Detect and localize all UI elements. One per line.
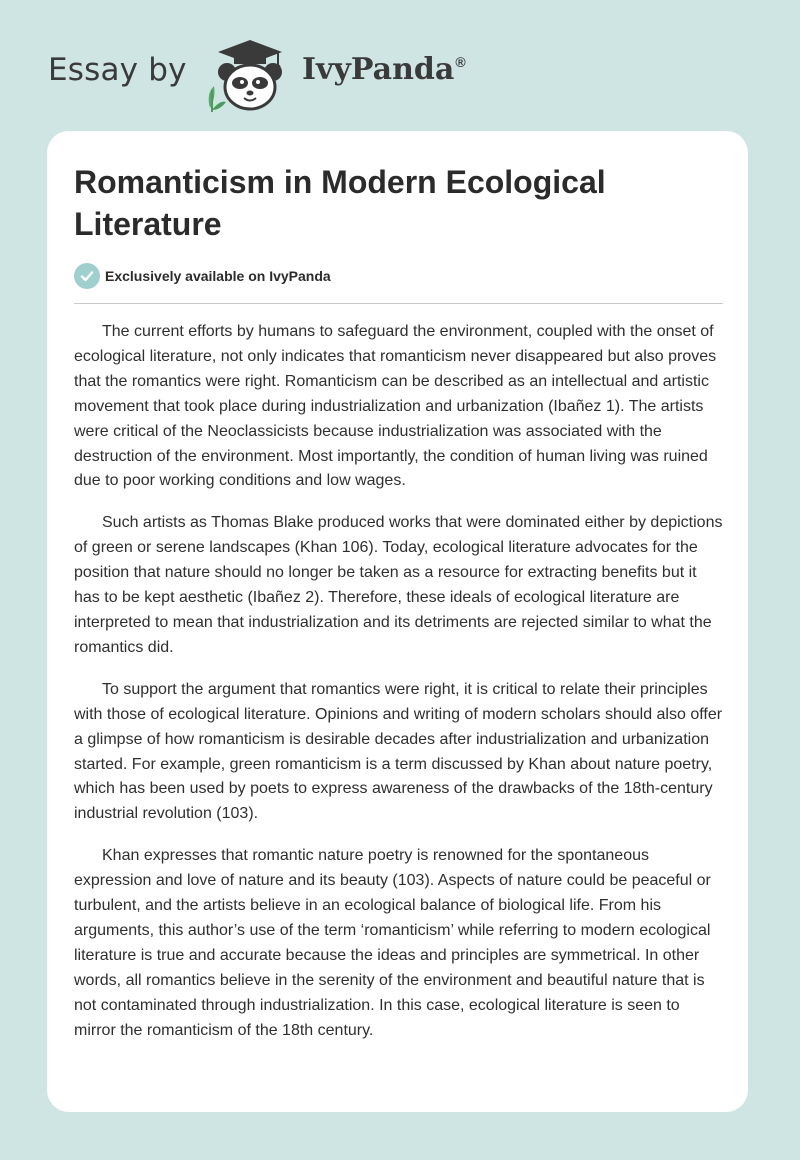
essay-title: Romanticism in Modern Ecological Literature [74, 164, 606, 242]
essay-by-label: Essay by [48, 52, 187, 88]
exclusive-badge [74, 263, 331, 289]
essay-card [47, 131, 748, 1112]
paragraph-2: Such artists as Thomas Blake produced works that were dominated either by depictions of green or serene landscapes (Khan 106). Today, ecological literature advocates for the position that nature should no longer be taken as a resource for extracting benefits but it has to be kept aesthetic (Ibañez 2). Therefore, these ideals of ecological literature are interpreted to mean that industrialization and its detriments are rejected similar to what the romantics did. [74, 514, 723, 656]
registered-mark: ® [455, 54, 466, 70]
essay-body [74, 320, 724, 1060]
panda-logo-icon[interactable] [200, 36, 296, 112]
paragraph-4: Khan expresses that romantic nature poetry is renowned for the spontaneous expression and love of nature and its beauty (103). Aspects of nature could be peaceful or turbulent, and the artists believe in an ecological balance of biological life. From his arguments, this author’s use of the term ‘romanticism’ while referring to modern ecological literature is true and accurate because the ideas and principles are symmetrical. In other words, all romantics believe in the serenity of the environment and beautiful nature that is not contaminated through industrialization. In this case, ecological literature is seen to mirror the romanticism of the 18th century. [74, 847, 711, 1039]
brand-name[interactable] [302, 52, 466, 87]
paragraph-1: The current efforts by humans to safeguard the environment, coupled with the onset of ecological literature, not only indicates that romanticism never disappeared but also proves that the romantics were right. Romanticism can be described as an intellectual and artistic movement that took place during industrialization and urbanization (Ibañez 1). The artists were critical of the Neoclassicists because industrialization was associated with the destruction of the environment. Most importantly, the condition of human living was ruined due to poor working conditions and low wages. [74, 323, 717, 490]
paragraph-3: To support the argument that romantics were right, it is critical to relate their principles with those of ecological literature. Opinions and writing of modern scholars should also offer a glimpse of how romanticism is desirable decades after industrialization and urbanization started. For example, green romanticism is a term discussed by Khan about nature poetry, which has been used by poets to express awareness of the drawbacks of the 18th-century industrial revolution (103). [74, 680, 723, 823]
brand-name-text: IvyPanda [302, 52, 455, 87]
site-header [48, 36, 648, 112]
exclusive-badge-label: Exclusively available on IvyPanda [105, 268, 331, 284]
check-circle-icon [74, 263, 100, 289]
title-divider [74, 303, 723, 304]
